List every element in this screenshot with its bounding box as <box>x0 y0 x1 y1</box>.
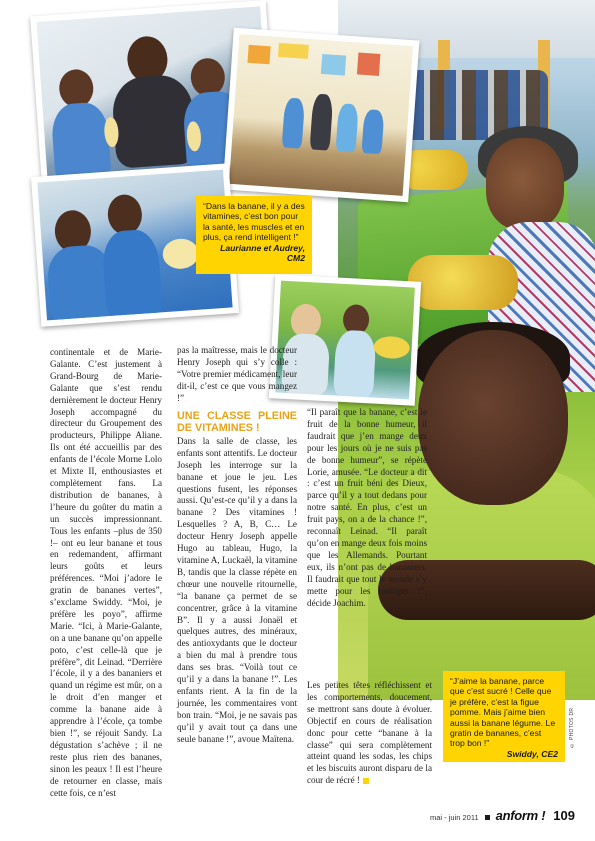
photo-classroom <box>223 28 420 203</box>
page-footer <box>430 808 575 824</box>
footer-separator-square <box>485 815 490 820</box>
quote-box-swiddy <box>443 671 565 762</box>
page-number: 109 <box>553 808 575 823</box>
article-paragraph: Dans la salle de classe, les enfants sont attentifs. Le docteur Joseph les interroge sur la banane et joue le jeu. Les questions fusent, les réponses aussi. Qu’est-ce qu’il y a dans la banane ? Des vitamines ! Lesquelles ? A, B, C… Le docteur Henry Joseph appelle Hugo au tableau, Hugo, la vitamine A, Luckaël, la vitamine B, tandis que la classe répète en chœur une nouvelle ritournelle, “la banane ça permet de se concentrer, grâce à la vitamine B”. Il y a aussi Jonaël et quelques autres, des minéraux, des antioxydants que le docteur a bien du mal à prendre tous dans ses bras. “Voilà tout ce qu’il y a dans la banane !”. Les enfants rient. A la fin de la journée, les commentaires vont bon train. “Moi, je ne savais pas qu’il y avait tout ça dans une seule banane !”, avoue Maïtena. <box>177 435 297 744</box>
wall-poster <box>278 43 309 59</box>
article-paragraph <box>307 680 432 787</box>
banana-bunch <box>373 336 410 360</box>
quote-author-class: CM2 <box>286 253 305 264</box>
article-column-1 <box>50 347 162 799</box>
article-paragraph-text: Les petites têtes réfléchissent et les comportements, doucement, se mettront sans doute à évoluer. Objectif en cours de réalisation donc pour cette “banane à la classe” qui sera complètement atteint quand les sodas, les chips et les biscuits auront disparu de la cour de récré ! <box>307 680 432 786</box>
article-column-4 <box>307 680 432 787</box>
child-figure <box>282 97 305 148</box>
boy-face <box>418 330 568 505</box>
child-body <box>333 330 376 398</box>
article-column-3 <box>307 407 427 609</box>
child-body <box>101 228 163 320</box>
article-paragraph: pas la maîtresse, mais le docteur Henry Joseph qui s’y colle : “Votre premier médicament, leur dit-il, c’est ce que vous mangez !” <box>177 345 297 403</box>
quote-text: “J’aime la banane, parce que c’est sucré ! Celle que je préfère, c’est la figue pomme. Mais j’aime bien aussi la banane légume. Le gratin de bananes, c’est trop bon !” <box>450 676 556 749</box>
banana <box>162 238 200 270</box>
end-of-article-mark <box>363 778 369 784</box>
woman-face <box>486 138 564 230</box>
article-paragraph: continentale et de Marie-Galante. C’est justement à Grand-Bourg de Marie-Galante que s’est rendu dernièrement le docteur Henry Joseph accompagné du directeur du Groupement des producteurs, Philippe Aliane. Ils ont été accueillis par des enfants de l’école Morne Lolo et Mixte II, enthousiastes et complètement fans. La distribution de bananes, à l’heure du goûter du matin a un succès impressionnant. Tous les enfants –plus de 350 !– ont eu leur banane et tous en redemandent, affirmant leurs goûts et leurs préférences. “Moi j’adore le gratin de bananes vertes”, s’exclame Swiddy. “Moi, je préfère les poyo”, affirme Marie. “Ici, à Marie-Galante, on a une banane qu’on appelle poto, c’est celle-là que je préfère”, dit Leinad. “Derrière l’école, il y a des bananiers et quand un régime est mûr, on a le droit d’en manger et comme la banane aide à apprendre à l’école, ça tombe bien !”, se réjouit Sandy. La dégustation s’achève ; il ne reste plus rien des bananes, sinon les peaux ! Il est l’heure de retourner en classe, mais cette fois, ce n’est <box>50 347 162 798</box>
wall-poster <box>357 52 380 75</box>
article-column-2 <box>177 345 297 746</box>
quote-author <box>203 243 305 264</box>
adult-figure <box>310 93 334 150</box>
magazine-brand: anform ! <box>495 808 546 823</box>
quote-box-laurianne-audrey <box>196 196 312 274</box>
child-figure <box>336 103 359 152</box>
quote-text: “Dans la banane, il y a des vitamines, c’est bon pour la santé, les muscles et en plus, ça rend intelligent !” <box>203 201 305 243</box>
wall-poster <box>321 54 346 76</box>
wall-poster <box>247 45 270 64</box>
section-subheading: UNE CLASSE PLEINE DE VITAMINES ! <box>177 409 297 434</box>
child-figure <box>361 109 384 154</box>
quote-author: Swiddy, CE2 <box>506 748 558 759</box>
issue-date: mai - juin 2011 <box>430 813 479 822</box>
article-paragraph: “Il paraît que la banane, c’est le fruit de la bonne humeur, il faudrait que j’en mange deux pour les jours où je ne suis pas de bonne humeur”, se répète Lorie, amusée. “Le docteur a dit : c’est un fruit béni des Dieux, parce qu’il y a tout dedans pour notre santé. En plus, c’est un fruit pays, on a de la chance !”, reconnaît Leinad. “Il paraît qu’on en mange deux fois moins que les Allemands. Pourtant eux, ils n’ont pas de bananiers. Il faudrait que tout le monde s’y mette pour les rattraper !”, décide Joachim. <box>307 407 427 608</box>
quote-author-name: Laurianne et Audrey, <box>220 242 305 253</box>
photo-credit: © PHOTOS DR <box>569 707 575 748</box>
banana-bunch <box>408 255 518 310</box>
